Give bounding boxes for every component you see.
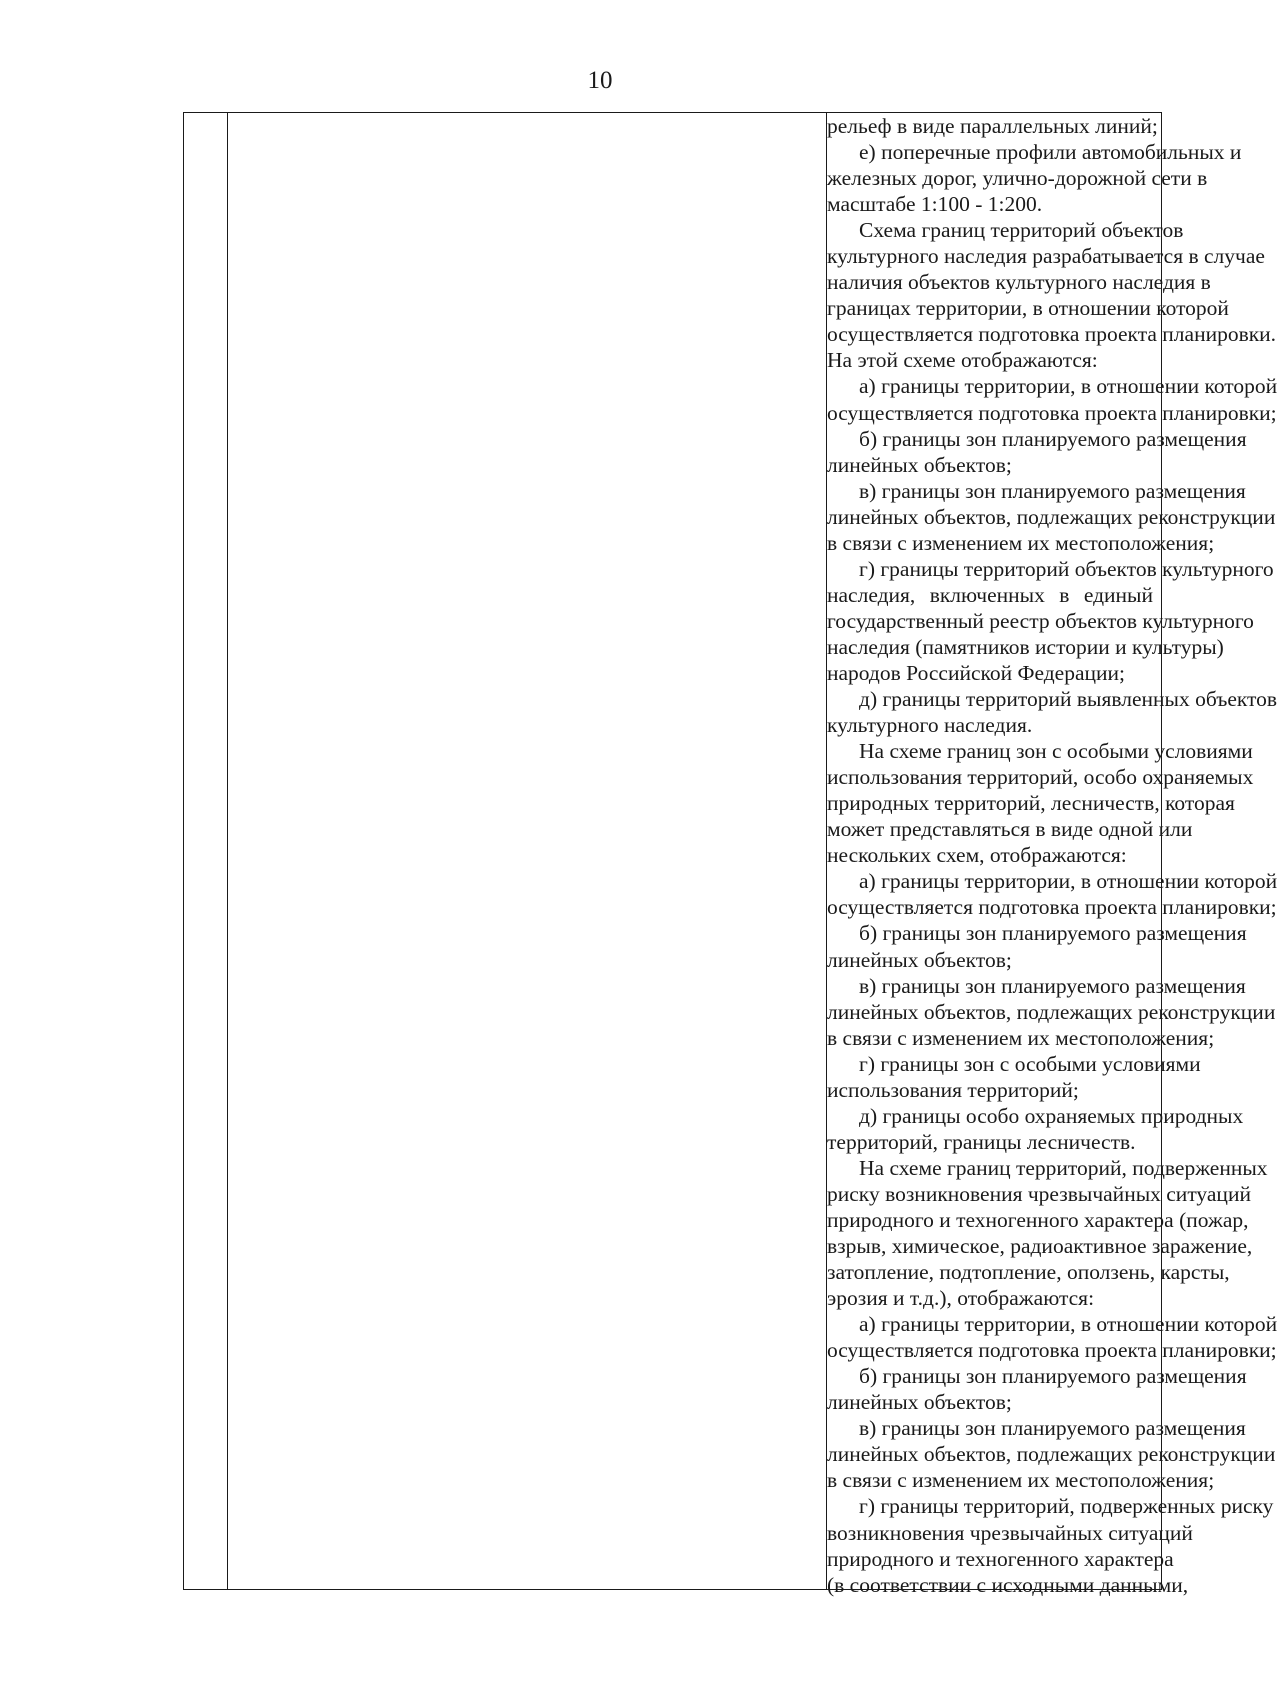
content-line: линейных объектов; — [827, 947, 1012, 972]
content-line: природных территорий, лесничеств, которая — [827, 791, 1235, 816]
content-line: г) границы территорий, подверженных риску — [859, 1494, 1274, 1519]
content-line: рельеф в виде параллельных линий; — [827, 114, 1158, 138]
content-line: (в соответствии с исходными данными, — [827, 1572, 1189, 1597]
content-line: в) границы зон планируемого размещения — [859, 1416, 1246, 1441]
content-line: линейных объектов; — [827, 452, 1012, 477]
document-table — [183, 112, 1277, 1597]
content-line: культурного наследия разрабатывается в случае — [827, 244, 1265, 269]
content-line: а) границы территории, в отношении которой — [859, 869, 1277, 894]
content-line: железных дорог, улично-дорожной сети в — [827, 166, 1208, 191]
content-line: е) поперечные профили автомобильных и — [859, 140, 1242, 165]
table-column-number — [184, 113, 228, 1589]
content-line: осуществляется подготовка проекта планировки; — [827, 400, 1277, 425]
content-line: д) границы особо охраняемых природных — [859, 1103, 1244, 1128]
content-line: использования территорий, особо охраняемых — [827, 765, 1254, 790]
content-line: г) границы территорий объектов культурного — [859, 556, 1274, 581]
content-line: границах территории, в отношении которой — [827, 296, 1229, 321]
content-line: На этой схеме отображаются: — [827, 348, 1098, 373]
content-line: взрыв, химическое, радиоактивное заражение, — [827, 1234, 1253, 1259]
content-line: в связи с изменением их местоположения; — [827, 1025, 1215, 1050]
content-line: использования территорий; — [827, 1077, 1079, 1102]
content-text-block — [827, 113, 1277, 1598]
content-line: линейных объектов, подлежащих реконструкции — [827, 1442, 1276, 1467]
content-line: возникновения чрезвычайных ситуаций — [827, 1520, 1193, 1545]
content-line: масштабе 1:100 - 1:200. — [827, 192, 1043, 217]
content-line: может представляться в виде одной или — [827, 817, 1193, 842]
content-line: б) границы зон планируемого размещения — [859, 921, 1247, 946]
content-line: эрозия и т.д.), отображаются: — [827, 1286, 1095, 1311]
content-line: в) границы зон планируемого размещения — [859, 973, 1246, 998]
content-line: линейных объектов, подлежащих реконструкции — [827, 504, 1276, 529]
content-line: б) границы зон планируемого размещения — [859, 1364, 1247, 1389]
content-line: нескольких схем, отображаются: — [827, 843, 1127, 868]
content-line: наследия (памятников истории и культуры) — [827, 634, 1224, 659]
content-line: природного и техногенного характера — [827, 1546, 1174, 1571]
content-line: д) границы территорий выявленных объектов — [859, 687, 1277, 712]
content-line: г) границы зон с особыми условиями — [859, 1051, 1201, 1076]
content-line: На схеме границ территорий, подверженных — [859, 1155, 1268, 1180]
content-line: народов Российской Федерации; — [827, 660, 1125, 685]
content-line: На схеме границ зон с особыми условиями — [859, 739, 1253, 764]
content-line: в связи с изменением их местоположения; — [827, 530, 1215, 555]
content-line: в связи с изменением их местоположения; — [827, 1468, 1215, 1493]
content-line: наличия объектов культурного наследия в — [827, 270, 1211, 295]
content-line: наследия, включенных в единый — [827, 582, 1153, 607]
content-line: культурного наследия. — [827, 713, 1033, 738]
content-line: а) границы территории, в отношении которой — [859, 374, 1277, 399]
page-number: 10 — [587, 67, 613, 94]
content-line: осуществляется подготовка проекта планировки. — [827, 322, 1277, 347]
content-line: а) границы территории, в отношении которой — [859, 1312, 1277, 1337]
content-line: б) границы зон планируемого размещения — [859, 426, 1247, 451]
table-column-content — [827, 113, 1277, 1597]
content-line: в) границы зон планируемого размещения — [859, 478, 1246, 503]
content-line: линейных объектов, подлежащих реконструкции — [827, 999, 1276, 1024]
content-line: территорий, границы лесничеств. — [827, 1129, 1136, 1154]
content-line: линейных объектов; — [827, 1390, 1012, 1415]
content-line: осуществляется подготовка проекта планировки; — [827, 895, 1277, 920]
content-line: Схема границ территорий объектов — [859, 218, 1184, 243]
content-line: осуществляется подготовка проекта планировки; — [827, 1338, 1277, 1363]
content-line: природного и техногенного характера (пожар, — [827, 1207, 1249, 1232]
content-line: затопление, подтопление, оползень, карсты, — [827, 1260, 1230, 1285]
content-line: государственный реестр объектов культурного — [827, 608, 1254, 633]
content-line: риску возникновения чрезвычайных ситуаций — [827, 1181, 1251, 1206]
table-column-name — [228, 113, 827, 1589]
